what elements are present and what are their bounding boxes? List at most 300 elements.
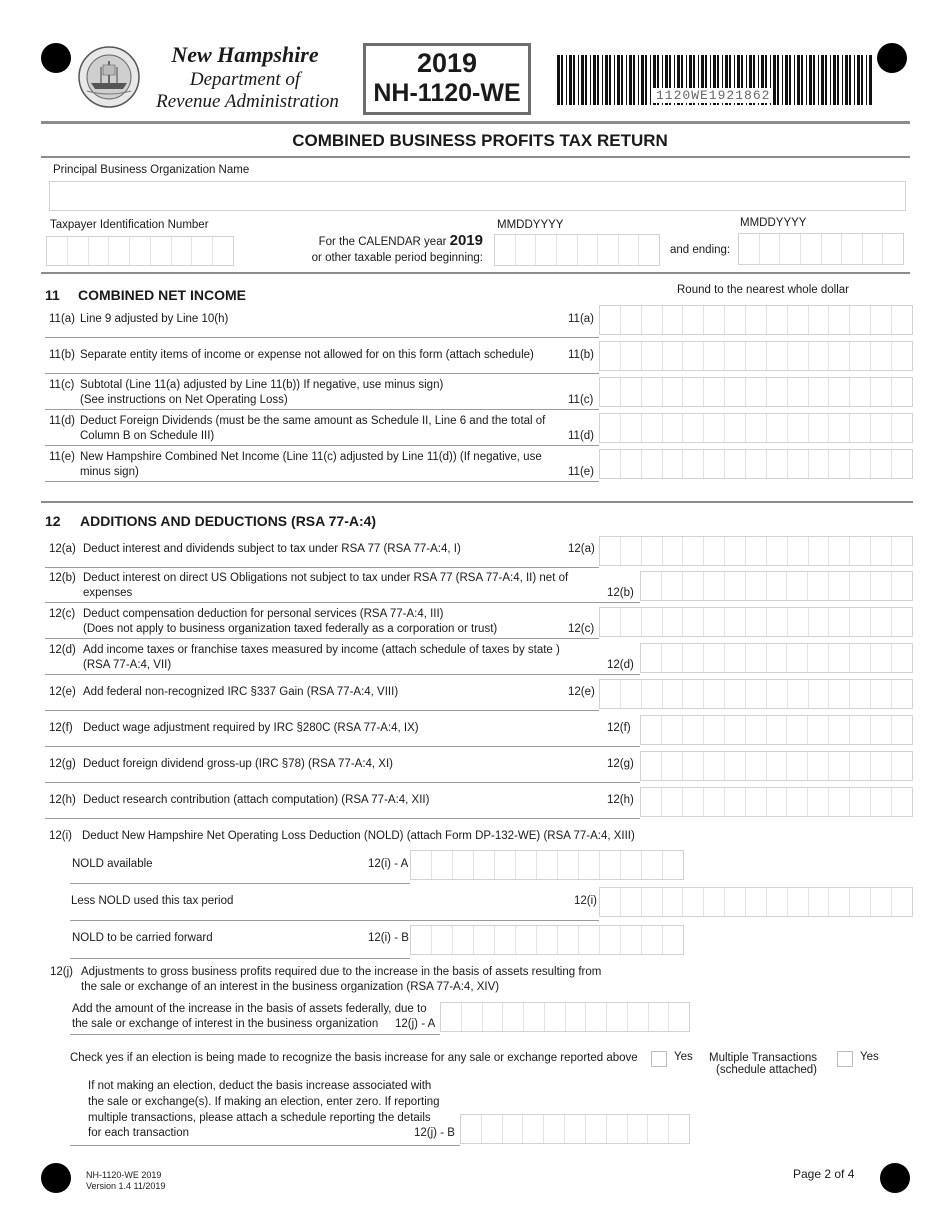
digit-cell[interactable]	[524, 1003, 545, 1031]
digit-cell[interactable]	[871, 788, 892, 816]
digit-cell[interactable]	[829, 537, 850, 565]
digit-cell[interactable]	[767, 888, 788, 916]
digit-cell[interactable]	[760, 234, 781, 264]
digit-cell[interactable]	[544, 1115, 565, 1143]
digit-cell[interactable]	[829, 572, 850, 600]
digit-cell[interactable]	[557, 235, 578, 265]
digit-cell[interactable]	[607, 1003, 628, 1031]
digit-cell[interactable]	[600, 888, 621, 916]
digit-cell[interactable]	[809, 680, 830, 708]
digit-cell[interactable]	[600, 926, 621, 954]
line-12e-amount-input[interactable]	[599, 679, 913, 709]
digit-cell[interactable]	[850, 716, 871, 744]
digit-cell[interactable]	[746, 788, 767, 816]
digit-cell[interactable]	[172, 237, 193, 265]
digit-cell[interactable]	[704, 680, 725, 708]
digit-cell[interactable]	[683, 537, 704, 565]
digit-cell[interactable]	[725, 378, 746, 406]
digit-cell[interactable]	[558, 851, 579, 879]
digit-cell[interactable]	[503, 1003, 524, 1031]
digit-cell[interactable]	[663, 851, 683, 879]
digit-cell[interactable]	[850, 644, 871, 672]
digit-cell[interactable]	[863, 234, 884, 264]
digit-cell[interactable]	[621, 680, 642, 708]
digit-cell[interactable]	[787, 644, 808, 672]
digit-cell[interactable]	[850, 608, 871, 636]
digit-cell[interactable]	[871, 572, 892, 600]
line-11a-id: 11(a)	[49, 313, 75, 325]
digit-cell[interactable]	[829, 680, 850, 708]
digit-cell[interactable]	[746, 644, 767, 672]
digit-cell[interactable]	[600, 414, 621, 442]
form-id: NH-1120-WE	[373, 79, 521, 107]
digit-cell[interactable]	[809, 888, 830, 916]
digit-cell[interactable]	[441, 1003, 462, 1031]
line-12j-a-input[interactable]	[440, 1002, 690, 1032]
digit-cell[interactable]	[746, 608, 767, 636]
digit-cell[interactable]	[474, 926, 495, 954]
digit-cell[interactable]	[746, 450, 767, 478]
digit-cell[interactable]	[809, 306, 830, 334]
line-12g-amount-input[interactable]	[640, 751, 913, 781]
digit-cell[interactable]	[151, 237, 172, 265]
digit-cell[interactable]	[662, 752, 683, 780]
digit-cell[interactable]	[808, 716, 829, 744]
digit-cell[interactable]	[68, 237, 89, 265]
digit-cell[interactable]	[565, 1115, 586, 1143]
digit-cell[interactable]	[767, 680, 788, 708]
line-12j-b-input[interactable]	[460, 1114, 690, 1144]
digit-cell[interactable]	[808, 752, 829, 780]
digit-cell[interactable]	[892, 888, 912, 916]
digit-cell[interactable]	[788, 378, 809, 406]
digit-cell[interactable]	[767, 537, 788, 565]
digit-cell[interactable]	[600, 450, 621, 478]
digit-cell[interactable]	[767, 788, 788, 816]
line-12a-amount-input[interactable]	[599, 536, 913, 566]
digit-cell[interactable]	[725, 752, 746, 780]
digit-cell[interactable]	[642, 926, 663, 954]
digit-cell[interactable]	[621, 342, 642, 370]
digit-cell[interactable]	[746, 888, 767, 916]
digit-cell[interactable]	[746, 537, 767, 565]
line-12c-amount-input[interactable]	[599, 607, 913, 637]
digit-cell[interactable]	[767, 342, 788, 370]
digit-cell[interactable]	[892, 680, 912, 708]
digit-cell[interactable]	[850, 450, 871, 478]
digit-cell[interactable]	[809, 414, 830, 442]
digit-cell[interactable]	[704, 572, 725, 600]
digit-cell[interactable]	[871, 752, 892, 780]
digit-cell[interactable]	[683, 450, 704, 478]
digit-cell[interactable]	[663, 608, 684, 636]
digit-cell[interactable]	[883, 234, 903, 264]
digit-cell[interactable]	[788, 888, 809, 916]
digit-cell[interactable]	[892, 752, 912, 780]
digit-cell[interactable]	[746, 306, 767, 334]
digit-cell[interactable]	[871, 342, 892, 370]
digit-cell[interactable]	[808, 788, 829, 816]
digit-cell[interactable]	[746, 752, 767, 780]
line-12h-amount-input[interactable]	[640, 787, 913, 817]
digit-cell[interactable]	[642, 888, 663, 916]
digit-cell[interactable]	[850, 788, 871, 816]
digit-cell[interactable]	[788, 537, 809, 565]
digit-cell[interactable]	[788, 306, 809, 334]
digit-cell[interactable]	[663, 306, 684, 334]
digit-cell[interactable]	[663, 414, 684, 442]
digit-cell[interactable]	[801, 234, 822, 264]
digit-cell[interactable]	[642, 537, 663, 565]
org-name-input[interactable]	[49, 181, 906, 211]
digit-cell[interactable]	[213, 237, 233, 265]
digit-cell[interactable]	[411, 926, 432, 954]
digit-cell[interactable]	[621, 537, 642, 565]
digit-cell[interactable]	[130, 237, 151, 265]
digit-cell[interactable]	[642, 378, 663, 406]
digit-cell[interactable]	[871, 414, 892, 442]
digit-cell[interactable]	[788, 414, 809, 442]
digit-cell[interactable]	[808, 572, 829, 600]
digit-cell[interactable]	[746, 572, 767, 600]
digit-cell[interactable]	[871, 608, 892, 636]
digit-cell[interactable]	[842, 234, 863, 264]
digit-cell[interactable]	[600, 342, 621, 370]
digit-cell[interactable]	[683, 644, 704, 672]
digit-cell[interactable]	[579, 851, 600, 879]
digit-cell[interactable]	[829, 378, 850, 406]
digit-cell[interactable]	[663, 342, 684, 370]
digit-cell[interactable]	[767, 644, 788, 672]
election-yes-checkbox[interactable]	[651, 1051, 667, 1067]
digit-cell[interactable]	[809, 537, 830, 565]
period-begin-date-input[interactable]	[494, 234, 660, 266]
digit-cell[interactable]	[829, 306, 850, 334]
digit-cell[interactable]	[871, 716, 892, 744]
digit-cell[interactable]	[746, 378, 767, 406]
multiple-transactions-checkbox[interactable]	[837, 1051, 853, 1067]
digit-cell[interactable]	[516, 851, 537, 879]
digit-cell[interactable]	[566, 1003, 587, 1031]
digit-cell[interactable]	[683, 306, 704, 334]
digit-cell[interactable]	[725, 608, 746, 636]
digit-cell[interactable]	[598, 235, 619, 265]
digit-cell[interactable]	[482, 1115, 503, 1143]
digit-cell[interactable]	[725, 680, 746, 708]
digit-cell[interactable]	[453, 926, 474, 954]
digit-cell[interactable]	[850, 680, 871, 708]
digit-cell[interactable]	[523, 1115, 544, 1143]
digit-cell[interactable]	[725, 450, 746, 478]
digit-cell[interactable]	[642, 851, 663, 879]
digit-cell[interactable]	[704, 752, 725, 780]
digit-cell[interactable]	[662, 572, 683, 600]
digit-cell[interactable]	[683, 378, 704, 406]
digit-cell[interactable]	[767, 608, 788, 636]
digit-cell[interactable]	[639, 235, 659, 265]
digit-cell[interactable]	[662, 716, 683, 744]
digit-cell[interactable]	[871, 378, 892, 406]
digit-cell[interactable]	[516, 235, 537, 265]
digit-cell[interactable]	[503, 1115, 524, 1143]
digit-cell[interactable]	[788, 608, 809, 636]
digit-cell[interactable]	[495, 235, 516, 265]
digit-cell[interactable]	[669, 1115, 689, 1143]
nold-available-input[interactable]	[410, 850, 684, 880]
digit-cell[interactable]	[586, 1115, 607, 1143]
digit-cell[interactable]	[850, 572, 871, 600]
line-12d-amount-input[interactable]	[640, 643, 913, 673]
digit-cell[interactable]	[829, 450, 850, 478]
digit-cell[interactable]	[663, 888, 684, 916]
digit-cell[interactable]	[704, 450, 725, 478]
digit-cell[interactable]	[788, 450, 809, 478]
period-end-date-input[interactable]	[738, 233, 904, 265]
digit-cell[interactable]	[600, 608, 621, 636]
digit-cell[interactable]	[662, 644, 683, 672]
digit-cell[interactable]	[809, 450, 830, 478]
digit-cell[interactable]	[642, 450, 663, 478]
digit-cell[interactable]	[725, 537, 746, 565]
digit-cell[interactable]	[829, 644, 850, 672]
line-11a-amount-input[interactable]	[599, 305, 913, 335]
digit-cell[interactable]	[892, 608, 912, 636]
digit-cell[interactable]	[822, 234, 843, 264]
digit-cell[interactable]	[642, 414, 663, 442]
digit-cell[interactable]	[704, 342, 725, 370]
digit-cell[interactable]	[829, 342, 850, 370]
digit-cell[interactable]	[586, 1003, 607, 1031]
digit-cell[interactable]	[871, 450, 892, 478]
digit-cell[interactable]	[704, 378, 725, 406]
digit-cell[interactable]	[641, 716, 662, 744]
digit-cell[interactable]	[767, 716, 788, 744]
line-11c-amount-input[interactable]	[599, 377, 913, 407]
digit-cell[interactable]	[600, 680, 621, 708]
digit-cell[interactable]	[483, 1003, 504, 1031]
digit-cell[interactable]	[663, 680, 684, 708]
digit-cell[interactable]	[871, 680, 892, 708]
digit-cell[interactable]	[850, 306, 871, 334]
digit-cell[interactable]	[109, 237, 130, 265]
digit-cell[interactable]	[663, 926, 683, 954]
digit-cell[interactable]	[619, 235, 640, 265]
digit-cell[interactable]	[725, 644, 746, 672]
digit-cell[interactable]	[871, 644, 892, 672]
digit-cell[interactable]	[663, 450, 684, 478]
digit-cell[interactable]	[648, 1115, 669, 1143]
digit-cell[interactable]	[600, 306, 621, 334]
digit-cell[interactable]	[600, 378, 621, 406]
digit-cell[interactable]	[787, 572, 808, 600]
digit-cell[interactable]	[829, 608, 850, 636]
digit-cell[interactable]	[669, 1003, 689, 1031]
digit-cell[interactable]	[621, 608, 642, 636]
digit-cell[interactable]	[537, 851, 558, 879]
digit-cell[interactable]	[683, 572, 704, 600]
digit-cell[interactable]	[516, 926, 537, 954]
digit-cell[interactable]	[641, 572, 662, 600]
digit-cell[interactable]	[558, 926, 579, 954]
digit-cell[interactable]	[461, 1115, 482, 1143]
digit-cell[interactable]	[829, 716, 850, 744]
digit-cell[interactable]	[683, 680, 704, 708]
digit-cell[interactable]	[850, 342, 871, 370]
digit-cell[interactable]	[642, 306, 663, 334]
digit-cell[interactable]	[892, 450, 912, 478]
digit-cell[interactable]	[725, 572, 746, 600]
digit-cell[interactable]	[683, 414, 704, 442]
digit-cell[interactable]	[767, 450, 788, 478]
digit-cell[interactable]	[641, 752, 662, 780]
digit-cell[interactable]	[642, 680, 663, 708]
digit-cell[interactable]	[662, 788, 683, 816]
digit-cell[interactable]	[704, 888, 725, 916]
digit-cell[interactable]	[746, 716, 767, 744]
digit-cell[interactable]	[578, 235, 599, 265]
digit-cell[interactable]	[704, 537, 725, 565]
line-12b-amount-input[interactable]	[640, 571, 913, 601]
digit-cell[interactable]	[787, 788, 808, 816]
digit-cell[interactable]	[192, 237, 213, 265]
digit-cell[interactable]	[642, 608, 663, 636]
line-12f-amount-input[interactable]	[640, 715, 913, 745]
digit-cell[interactable]	[621, 926, 642, 954]
digit-cell[interactable]	[780, 234, 801, 264]
tin-input[interactable]	[46, 236, 234, 266]
digit-cell[interactable]	[649, 1003, 670, 1031]
digit-cell[interactable]	[850, 537, 871, 565]
digit-cell[interactable]	[892, 716, 912, 744]
digit-cell[interactable]	[809, 608, 830, 636]
digit-cell[interactable]	[767, 752, 788, 780]
digit-cell[interactable]	[545, 1003, 566, 1031]
digit-cell[interactable]	[892, 306, 912, 334]
digit-cell[interactable]	[628, 1115, 649, 1143]
digit-cell[interactable]	[767, 414, 788, 442]
digit-cell[interactable]	[892, 342, 912, 370]
digit-cell[interactable]	[607, 1115, 628, 1143]
digit-cell[interactable]	[850, 888, 871, 916]
digit-cell[interactable]	[871, 306, 892, 334]
digit-cell[interactable]	[89, 237, 110, 265]
digit-cell[interactable]	[453, 851, 474, 879]
digit-cell[interactable]	[600, 537, 621, 565]
digit-cell[interactable]	[704, 306, 725, 334]
digit-cell[interactable]	[683, 342, 704, 370]
digit-cell[interactable]	[704, 788, 725, 816]
digit-cell[interactable]	[739, 234, 760, 264]
digit-cell[interactable]	[829, 788, 850, 816]
digit-cell[interactable]	[621, 450, 642, 478]
digit-cell[interactable]	[767, 572, 788, 600]
nold-used-input[interactable]	[599, 887, 913, 917]
digit-cell[interactable]	[683, 752, 704, 780]
line-11b-amount-input[interactable]	[599, 341, 913, 371]
digit-cell[interactable]	[788, 680, 809, 708]
digit-cell[interactable]	[47, 237, 68, 265]
digit-cell[interactable]	[495, 926, 516, 954]
digit-cell[interactable]	[892, 537, 912, 565]
digit-cell[interactable]	[536, 235, 557, 265]
digit-cell[interactable]	[725, 306, 746, 334]
digit-cell[interactable]	[641, 644, 662, 672]
digit-cell[interactable]	[829, 414, 850, 442]
digit-cell[interactable]	[621, 851, 642, 879]
digit-cell[interactable]	[788, 342, 809, 370]
digit-cell[interactable]	[642, 342, 663, 370]
digit-cell[interactable]	[641, 788, 662, 816]
digit-cell[interactable]	[683, 716, 704, 744]
digit-cell[interactable]	[850, 378, 871, 406]
digit-cell[interactable]	[892, 644, 912, 672]
digit-cell[interactable]	[537, 926, 558, 954]
digit-cell[interactable]	[600, 851, 621, 879]
digit-cell[interactable]	[809, 342, 830, 370]
digit-cell[interactable]	[746, 414, 767, 442]
digit-cell[interactable]	[411, 851, 432, 879]
digit-cell[interactable]	[432, 851, 453, 879]
line-11e-amount-input[interactable]	[599, 449, 913, 479]
digit-cell[interactable]	[621, 306, 642, 334]
digit-cell[interactable]	[829, 888, 850, 916]
digit-cell[interactable]	[621, 378, 642, 406]
digit-cell[interactable]	[787, 752, 808, 780]
digit-cell[interactable]	[704, 608, 725, 636]
digit-cell[interactable]	[432, 926, 453, 954]
digit-cell[interactable]	[704, 414, 725, 442]
digit-cell[interactable]	[871, 888, 892, 916]
digit-cell[interactable]	[579, 926, 600, 954]
digit-cell[interactable]	[850, 414, 871, 442]
digit-cell[interactable]	[892, 572, 912, 600]
digit-cell[interactable]	[767, 378, 788, 406]
digit-cell[interactable]	[871, 537, 892, 565]
digit-cell[interactable]	[621, 414, 642, 442]
digit-cell[interactable]	[767, 306, 788, 334]
digit-cell[interactable]	[725, 888, 746, 916]
digit-cell[interactable]	[725, 414, 746, 442]
digit-cell[interactable]	[725, 716, 746, 744]
digit-cell[interactable]	[683, 788, 704, 816]
digit-cell[interactable]	[704, 644, 725, 672]
digit-cell[interactable]	[850, 752, 871, 780]
digit-cell[interactable]	[704, 716, 725, 744]
digit-cell[interactable]	[892, 414, 912, 442]
digit-cell[interactable]	[495, 851, 516, 879]
digit-cell[interactable]	[725, 788, 746, 816]
digit-cell[interactable]	[474, 851, 495, 879]
digit-cell[interactable]	[829, 752, 850, 780]
digit-cell[interactable]	[809, 378, 830, 406]
digit-cell[interactable]	[621, 888, 642, 916]
digit-cell[interactable]	[462, 1003, 483, 1031]
digit-cell[interactable]	[663, 537, 684, 565]
digit-cell[interactable]	[808, 644, 829, 672]
digit-cell[interactable]	[746, 680, 767, 708]
digit-cell[interactable]	[787, 716, 808, 744]
digit-cell[interactable]	[683, 888, 704, 916]
digit-cell[interactable]	[683, 608, 704, 636]
digit-cell[interactable]	[663, 378, 684, 406]
digit-cell[interactable]	[628, 1003, 649, 1031]
digit-cell[interactable]	[725, 342, 746, 370]
digit-cell[interactable]	[892, 788, 912, 816]
digit-cell[interactable]	[746, 342, 767, 370]
digit-cell[interactable]	[892, 378, 912, 406]
line-11d-amount-input[interactable]	[599, 413, 913, 443]
nold-forward-input[interactable]	[410, 925, 684, 955]
